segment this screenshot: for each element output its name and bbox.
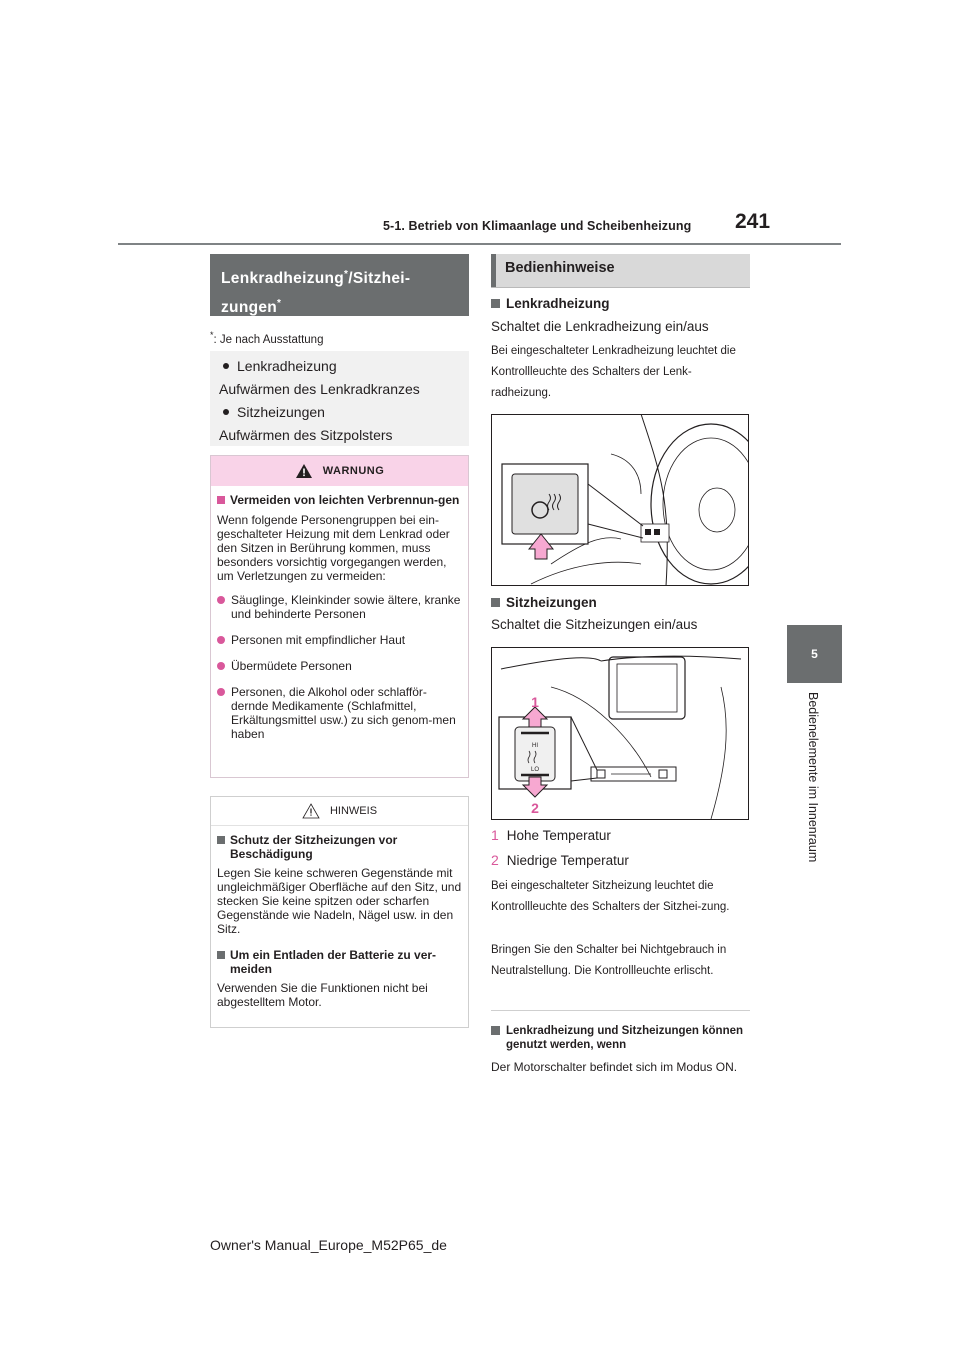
footnote-text: : Je nach Ausstattung bbox=[213, 333, 324, 346]
notice-text: Verwenden Sie die Funktionen nicht bei abgestelltem Motor. bbox=[217, 981, 428, 1009]
warning-item bbox=[217, 633, 462, 647]
feature-desc: Aufwärmen des Sitzpolsters bbox=[219, 427, 393, 443]
page-number: 241 bbox=[735, 210, 771, 233]
feature-title-text: Lenkradheizung bbox=[237, 358, 337, 374]
warning-header bbox=[211, 456, 468, 486]
legend-item-high bbox=[491, 827, 611, 843]
bullet-icon bbox=[223, 363, 229, 369]
steering-heater-illustration bbox=[491, 414, 749, 586]
notice-triangle-icon bbox=[302, 803, 320, 819]
warning-item bbox=[217, 685, 462, 741]
warning-item-text: Personen, die Alkohol oder schlafför-dernde Medikamente (Schlafmittel, Erkältungsmittel usw.) zu sich genom-men haben bbox=[231, 685, 456, 741]
switch-lo-label: LO bbox=[530, 767, 540, 773]
section-title: 5-1. Betrieb von Klimaanlage und Scheibenheizung bbox=[383, 219, 692, 233]
dot-bullet-icon bbox=[217, 688, 225, 696]
feature-desc: Aufwärmen des Lenkradkranzes bbox=[219, 381, 420, 397]
legend-text: Hohe Temperatur bbox=[506, 828, 611, 843]
warning-label: WARNUNG bbox=[322, 465, 385, 477]
seat-heater-illustration bbox=[491, 647, 749, 820]
dot-bullet-icon bbox=[217, 662, 225, 670]
notice-body bbox=[211, 826, 468, 1013]
steering-subheading bbox=[491, 296, 610, 311]
legend-number: 2 bbox=[491, 852, 499, 868]
section-heading-operation: Bedienhinweise bbox=[491, 254, 750, 287]
square-bullet-icon bbox=[217, 836, 225, 844]
square-bullet-icon bbox=[491, 1026, 500, 1035]
steering-subheading-text: Lenkradheizung bbox=[506, 296, 610, 311]
notice-header bbox=[211, 797, 468, 826]
legend-text: Niedrige Temperatur bbox=[506, 853, 629, 868]
square-bullet-icon bbox=[491, 598, 500, 607]
switch-hi-label: HI bbox=[532, 743, 538, 749]
warning-item-text: Personen mit empfindlicher Haut bbox=[231, 633, 406, 647]
notice-label: HINWEIS bbox=[329, 805, 378, 817]
equipment-footnote bbox=[210, 330, 323, 346]
seat-note-indicator: Bei eingeschalteter Sitzheizung leuchtet die Kontrollleuchte des Schalters der Sitzhei-zung. bbox=[491, 880, 730, 913]
warning-body bbox=[211, 486, 468, 745]
warning-heading bbox=[217, 493, 462, 507]
seat-subheading-text: Sitzheizungen bbox=[506, 595, 597, 610]
callout-1: 1 bbox=[531, 694, 539, 710]
info-text: Der Motorschalter befindet sich im Modus ON. bbox=[491, 1060, 738, 1074]
warning-triangle-icon bbox=[295, 463, 313, 479]
feature-title bbox=[219, 355, 460, 378]
heading-underline bbox=[491, 287, 750, 288]
legend-item-low bbox=[491, 852, 629, 868]
dot-bullet-icon bbox=[217, 636, 225, 644]
info-heading bbox=[491, 1024, 750, 1052]
notice-text: Legen Sie keine schweren Gegenstände mit ungleichmäßiger Oberfläche auf den Sitz, und stecken Sie keine spitzen oder scharfen Gegenstände wie Nadeln, Nägel usw. in den Sitz. bbox=[217, 866, 462, 936]
notice-heading-text: Schutz der Sitzheizungen vor Beschädigung bbox=[230, 833, 398, 861]
steering-note: Bei eingeschalteter Lenkradheizung leuchtet die Kontrollleuchte des Schalters der Lenk-radheizung. bbox=[491, 345, 736, 399]
warning-text: Wenn folgende Personengruppen bei ein-geschalteter Heizung mit dem Lenkrad oder den Sitzen in Berührung kommen, muss besonders vorsichtig vorgegangen werden, um Verletzungen zu vermeiden: bbox=[217, 513, 450, 583]
footnote-mark: * bbox=[210, 330, 214, 340]
heading-part-a: Lenkradheizung bbox=[221, 270, 345, 287]
footer-manual-id: Owner's Manual_Europe_M52P65_de bbox=[210, 1237, 447, 1253]
warning-item-text: Säuglinge, Kleinkinder sowie ältere, kranke und behinderte Personen bbox=[231, 593, 461, 621]
warning-heading-text: Vermeiden von leichten Verbrennun-gen bbox=[230, 493, 460, 507]
feature-summary bbox=[210, 351, 469, 446]
chapter-tab bbox=[787, 625, 842, 683]
bullet-icon bbox=[223, 409, 229, 415]
warning-item-text: Übermüdete Personen bbox=[231, 659, 352, 673]
square-bullet-icon bbox=[217, 496, 225, 504]
chapter-label: Bedienelemente im Innenraum bbox=[806, 692, 820, 863]
info-heading-text: Lenkradheizung und Sitzheizungen können genutzt werden, wenn bbox=[506, 1025, 744, 1051]
feature-title-text: Sitzheizungen bbox=[237, 404, 325, 420]
square-bullet-icon bbox=[217, 951, 225, 959]
notice-box bbox=[210, 796, 469, 1028]
seat-note-neutral: Bringen Sie den Schalter bei Nichtgebrauch in Neutralstellung. Die Kontrollleuchte erlischt. bbox=[491, 944, 727, 977]
legend-number: 1 bbox=[491, 827, 499, 843]
header-divider bbox=[118, 243, 841, 245]
asterisk-a: * bbox=[344, 269, 349, 280]
warning-item bbox=[217, 659, 462, 673]
callout-2: 2 bbox=[531, 800, 539, 816]
notice-heading bbox=[217, 948, 462, 976]
notice-heading bbox=[217, 833, 462, 861]
feature-title bbox=[219, 401, 460, 424]
warning-box bbox=[210, 455, 469, 778]
seat-subheading bbox=[491, 595, 597, 610]
dot-bullet-icon bbox=[217, 596, 225, 604]
steering-action: Schaltet die Lenkradheizung ein/aus bbox=[491, 319, 709, 334]
square-bullet-icon bbox=[491, 299, 500, 308]
warning-item bbox=[217, 593, 462, 621]
heading-part-c: zungen bbox=[221, 299, 278, 316]
heading-part-b: /Sitzhei- bbox=[348, 270, 411, 287]
info-divider bbox=[491, 1010, 750, 1011]
chapter-number: 5 bbox=[811, 647, 818, 661]
section-heading-heating bbox=[210, 254, 469, 316]
notice-heading-text: Um ein Entladen der Batterie zu ver-meiden bbox=[230, 948, 437, 976]
seat-action: Schaltet die Sitzheizungen ein/aus bbox=[491, 617, 698, 632]
asterisk-c: * bbox=[277, 298, 282, 309]
